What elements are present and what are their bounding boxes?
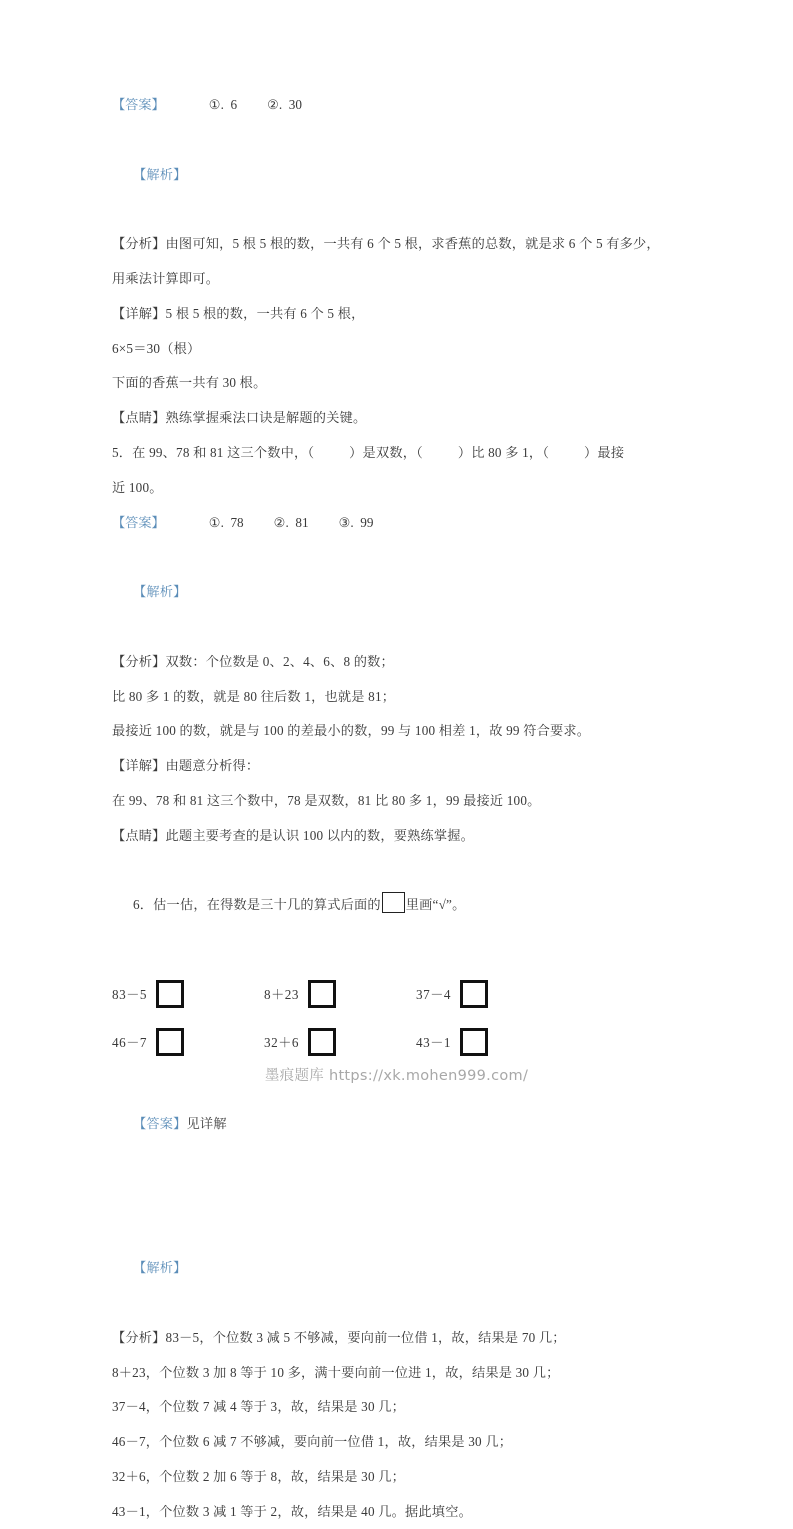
q4-detail-line-3: 下面的香蕉一共有 30 根。 (112, 375, 267, 391)
q6-cell (264, 1028, 416, 1056)
q6-analysis-line-6: 43－1，个位数 3 减 1 等于 2，故，结果是 40 几。据此填空。 (112, 1503, 472, 1519)
q6-answer-box[interactable] (156, 1028, 184, 1056)
q6-cell (264, 980, 416, 1008)
q6-answer-box[interactable] (308, 1028, 336, 1056)
q6-stem-line (112, 854, 688, 958)
document-content (112, 88, 688, 1529)
q5-detail-line-1: 【详解】由题意分析得： (112, 758, 260, 774)
q6-stem-prefix: 6．估一估，在得数是三十几的算式后面的 (132, 897, 381, 913)
q6-stem-suffix: 里画“√”。 (405, 897, 466, 913)
q5-answer-row (112, 506, 688, 541)
q5-answer-item-2: ②. 81 (273, 514, 309, 530)
q5-detail-line-2: 在 99、78 和 81 这三个数中，78 是双数，81 比 80 多 1，99 最接近 100。 (112, 792, 541, 808)
q4-analysis-line-1: 【分析】由图可知，5 根 5 根的数，一共有 6 个 5 根，求香蕉的总数，就是求 6 个 5 有多少， (112, 236, 660, 252)
answer-label: 【答案】 (132, 1115, 187, 1131)
q5-stem-line-2: 近 100。 (112, 479, 163, 495)
q6-analysis-line-2: 8＋23，个位数 3 加 8 等于 10 多，满十要向前一位进 1，故，结果是 30 几； (112, 1364, 560, 1380)
q6-cell (112, 980, 264, 1008)
q5-analysis-line-2: 比 80 多 1 的数，就是 80 往后数 1，也就是 81； (112, 688, 396, 704)
q5-explanation-label (112, 540, 688, 644)
q6-answer-box[interactable] (308, 980, 336, 1008)
answer-label: 【答案】 (112, 97, 165, 112)
q6-answer-box[interactable] (460, 980, 488, 1008)
q5-answer-item-1: ①. 78 (208, 514, 244, 530)
q5-answer-item-3: ③. 99 (338, 514, 374, 530)
q6-answer-box[interactable] (460, 1028, 488, 1056)
q6-expression: 37－4 (416, 987, 451, 1003)
q6-answer-box[interactable] (156, 980, 184, 1008)
q6-analysis-line-4: 46－7，个位数 6 减 7 不够减，要向前一位借 1，故，结果是 30 几； (112, 1434, 513, 1450)
q6-stem-checkbox[interactable] (382, 892, 405, 913)
q4-detail-line-1: 【详解】5 根 5 根的数，一共有 6 个 5 根， (112, 305, 365, 321)
q4-analysis-line-2: 用乘法计算即可。 (112, 270, 220, 286)
q6-analysis-line-5: 32＋6，个位数 2 加 6 等于 8，故，结果是 30 几； (112, 1468, 406, 1484)
section-gap (112, 1176, 688, 1216)
q6-expression: 43－1 (416, 1035, 451, 1051)
q6-expression-row (112, 1018, 582, 1066)
q4-answer-item-2: ②. 30 (267, 97, 302, 112)
q5-stem-line-1: 5．在 99、78 和 81 这三个数中，（ ）是双数，（ ）比 80 多 1，（ ）最接 (112, 444, 625, 460)
q6-answer-row (112, 1072, 688, 1176)
q4-explanation-label (112, 123, 688, 227)
answer-label: 【答案】 (112, 514, 165, 530)
q6-explanation-label (112, 1216, 688, 1320)
q4-detail-line-2: 6×5＝30（根） (112, 340, 201, 356)
explanation-label: 【解析】 (132, 166, 187, 182)
q4-answer-row (112, 88, 688, 123)
explanation-label: 【解析】 (132, 1260, 187, 1276)
q6-analysis-line-3: 37－4，个位数 7 减 4 等于 3，故，结果是 30 几； (112, 1399, 406, 1415)
q6-cell (416, 1028, 568, 1056)
q6-expression: 46－7 (112, 1035, 147, 1051)
q6-expression: 83－5 (112, 987, 147, 1003)
q6-cell (112, 1028, 264, 1056)
q6-expression: 8＋23 (264, 987, 299, 1003)
q6-cell (416, 980, 568, 1008)
watermark: 墨痕题库 https://xk.mohen999.com/ (264, 1068, 529, 1084)
q5-analysis-line-1: 【分析】双数：个位数是 0、2、4、6、8 的数； (112, 653, 394, 669)
q4-answer-item-1: ①. 6 (208, 97, 238, 112)
q5-analysis-line-3: 最接近 100 的数，就是与 100 的差最小的数，99 与 100 相差 1，故 99 符合要求。 (112, 723, 591, 739)
q6-analysis-line-1: 【分析】83－5，个位数 3 减 5 不够减，要向前一位借 1，故，结果是 70 几； (112, 1329, 566, 1345)
q4-highlight-line: 【点睛】熟练掌握乘法口诀是解题的关键。 (112, 410, 367, 426)
q6-expression-grid (112, 970, 582, 1066)
q6-answer-text: 见详解 (186, 1115, 227, 1131)
explanation-label: 【解析】 (132, 584, 187, 600)
q6-expression-row (112, 970, 582, 1018)
q6-expression: 32＋6 (264, 1035, 299, 1051)
q5-highlight-line: 【点睛】此题主要考查的是认识 100 以内的数，要熟练掌握。 (112, 827, 475, 843)
